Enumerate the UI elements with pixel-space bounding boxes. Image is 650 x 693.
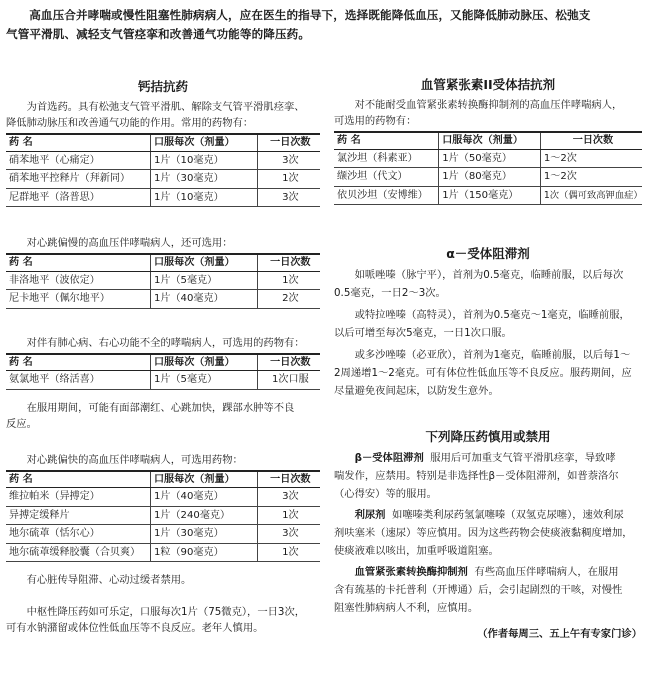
table-row	[6, 188, 320, 207]
clonidine-text-1: 中枢性降压药如可乐定，口服每次1片（75微克），一日3次，	[26, 606, 306, 618]
side-effect-text-2: 反应。	[6, 417, 37, 430]
acei-lead: 血管紧张素转换酶抑制剂	[354, 566, 468, 578]
table-row	[6, 543, 320, 562]
drug-dose: 1片（150毫克）	[439, 186, 541, 205]
ccb-text-1: 为首选药。具有松弛支气管平滑肌、解除支气管平滑肌痉挛、	[26, 101, 305, 113]
table-row	[6, 271, 320, 290]
right-column	[334, 72, 642, 640]
alpha-text-3a: 或多沙唑嗪（必亚欣），首剂为1毫克，临睡前服，以后每1～	[354, 349, 631, 361]
ccb-table-3	[6, 353, 320, 390]
diuretic-text-1	[334, 506, 642, 524]
drug-dose: 1片（40毫克）	[150, 488, 257, 507]
alpha-text-2a: 或特拉唑嗪（高特灵），首剂为0.5毫克～1毫克，临睡前服，	[354, 309, 630, 321]
left-column	[6, 72, 320, 636]
intro-line-2: 气管平滑肌、减轻支气管痉挛和改善通气功能等的降压药。	[6, 27, 311, 41]
table-header-row	[334, 132, 642, 149]
header-drug: 药 名	[6, 134, 150, 151]
table-row	[6, 525, 320, 544]
header-dose: 口服每次（剂量）	[150, 254, 257, 271]
beta-text-3: （心得安）等的服用。	[334, 488, 437, 500]
header-freq: 一日次数	[257, 254, 320, 271]
table-row	[334, 149, 642, 168]
beta-text-1	[334, 449, 642, 467]
drug-name: 维拉帕米（异搏定）	[6, 488, 150, 507]
intro-line-1: 高血压合并哮喘或慢性阻塞性肺病病人，应在医生的指导下，选择既能降低血压，又能降低肺动脉压、松弛支	[29, 8, 591, 22]
header-drug: 药 名	[6, 471, 150, 488]
alpha-text-1a: 如哌唑嗪（脉宁平），首剂为0.5毫克，临睡前服，以后每次	[354, 269, 624, 281]
drug-freq: 3次	[257, 188, 320, 207]
drug-dose: 1片（10毫克）	[150, 188, 257, 207]
header-freq: 一日次数	[257, 354, 320, 371]
arb-table	[334, 131, 642, 205]
drug-name: 氯沙坦（科素亚）	[334, 149, 439, 168]
drug-dose: 1片（5毫克）	[150, 371, 257, 390]
acei-text-1	[334, 563, 642, 581]
table-header-row	[6, 354, 320, 371]
table-row	[6, 506, 320, 525]
table-row	[6, 488, 320, 507]
table-row	[6, 290, 320, 309]
header-dose: 口服每次（剂量）	[150, 471, 257, 488]
header-freq: 一日次数	[540, 132, 642, 149]
drug-dose: 1片（10毫克）	[150, 151, 257, 170]
alpha-text-1b: 0.5毫克，一日2～3次。	[334, 287, 446, 299]
ccb-table-2	[6, 253, 320, 309]
diuretic-text-1-rest: 如噻嗪类利尿药氢氯噻嗪（双氢克尿噻），速效利尿	[392, 509, 624, 521]
header-freq: 一日次数	[257, 471, 320, 488]
section-title-alpha: α－受体阻滞剂	[446, 246, 530, 261]
arb-text-2: 可选用的药物有：	[334, 115, 417, 127]
table-header-row	[6, 471, 320, 488]
alpha-text-2b: 以后可增至每次5毫克，一日1次口服。	[334, 327, 512, 339]
diuretic-text-2: 剂呋塞米（速尿）等应慎用。因为这些药物会使痰液黏稠度增加，	[334, 527, 633, 539]
drug-dose: 1片（80毫克）	[439, 168, 541, 187]
beta-text-2: 喘发作，应禁用。特别是非选择性β－受体阻滞剂，如普萘洛尔	[334, 470, 619, 482]
section-title-arb: 血管紧张素II受体拮抗剂	[420, 77, 556, 92]
drug-freq: 3次	[257, 525, 320, 544]
arb-text-1: 对不能耐受血管紧张素转换酶抑制剂的高血压伴哮喘病人，	[354, 99, 623, 111]
contra-text: 有心脏传导阻滞、心动过缓者禁用。	[26, 574, 192, 586]
drug-name: 尼群地平（洛普思）	[6, 188, 150, 207]
header-freq: 一日次数	[257, 134, 320, 151]
table-row	[6, 371, 320, 390]
header-drug: 药 名	[334, 132, 439, 149]
drug-freq: 1次	[257, 271, 320, 290]
drug-freq: 1～2次	[540, 149, 642, 168]
table-row	[334, 186, 642, 205]
drug-dose: 1片（5毫克）	[150, 271, 257, 290]
header-drug: 药 名	[6, 354, 150, 371]
drug-name: 异搏定缓释片	[6, 506, 150, 525]
alpha-text-3b: 2周递增1～2毫克。可有体位性低血压等不良反应。服药期间，应	[334, 367, 632, 379]
section-title-caution: 下列降压药慎用或禁用	[425, 429, 551, 444]
drug-name: 地尔硫䓬缓释胶囊（合贝爽）	[6, 543, 150, 562]
drug-name: 硝苯地平控释片（拜新同）	[6, 170, 150, 189]
drug-name: 尼卡地平（佩尔地平）	[6, 290, 150, 309]
beta-text-1-rest: 服用后可加重支气管平滑肌痉挛，导致哮	[430, 452, 616, 464]
drug-freq: 1～2次	[540, 168, 642, 187]
drug-dose: 1片（50毫克）	[439, 149, 541, 168]
drug-freq: 1次（偶可致高钾血症）	[540, 186, 642, 205]
drug-name: 地尔硫䓬（恬尔心）	[6, 525, 150, 544]
cor-text: 对伴有肺心病、右心功能不全的哮喘病人，可选用的药物有：	[26, 336, 305, 349]
drug-freq: 3次	[257, 488, 320, 507]
slow-hr-text: 对心跳偏慢的高血压伴哮喘病人，还可选用：	[26, 237, 233, 249]
ccb-text-2: 降低肺动脉压和改善通气功能的作用。常用的药物有：	[6, 117, 254, 129]
header-dose: 口服每次（剂量）	[150, 354, 257, 371]
section-title-ccb: 钙拮抗药	[137, 79, 188, 94]
drug-name: 硝苯地平（心痛定）	[6, 151, 150, 170]
header-dose: 口服每次（剂量）	[439, 132, 541, 149]
header-dose: 口服每次（剂量）	[150, 134, 257, 151]
author-byline: （作者每周三、五上午有专家门诊）	[477, 628, 642, 640]
diuretic-lead: 利尿剂	[354, 509, 386, 521]
drug-name: 氨氯地平（络活喜）	[6, 371, 150, 390]
drug-name: 依贝沙坦（安博维）	[334, 186, 439, 205]
drug-freq: 1次	[257, 543, 320, 562]
drug-freq: 1次	[257, 170, 320, 189]
drug-dose: 1片（30毫克）	[150, 170, 257, 189]
acei-text-3: 阻塞性肺病病人不利，应慎用。	[334, 602, 479, 614]
side-effect-text-1: 在服用期间，可能有面部潮红、心跳加快，踝部水肿等不良	[26, 401, 295, 414]
diuretic-text-3: 使痰液难以咳出，加重呼吸道阻塞。	[334, 545, 499, 557]
alpha-text-3c: 尽量避免夜间起床，以防发生意外。	[334, 385, 499, 397]
drug-name: 缬沙坦（代文）	[334, 168, 439, 187]
drug-freq: 3次	[257, 151, 320, 170]
clonidine-text-2: 可有水钠潴留或体位性低血压等不良反应。老年人慎用。	[6, 622, 264, 634]
acei-text-2: 含有巯基的卡托普利（开博通）后，会引起剧烈的干咳，对慢性	[334, 584, 623, 596]
drug-freq: 1次口服	[257, 371, 320, 390]
two-column-body	[6, 72, 642, 693]
drug-name: 非洛地平（波依定）	[6, 271, 150, 290]
ccb-table-4	[6, 470, 320, 563]
drug-freq: 2次	[257, 290, 320, 309]
drug-dose: 1片（30毫克）	[150, 525, 257, 544]
table-row	[6, 170, 320, 189]
header-drug: 药 名	[6, 254, 150, 271]
table-header-row	[6, 254, 320, 271]
drug-dose: 1片（240毫克）	[150, 506, 257, 525]
ccb-table-1	[6, 133, 320, 207]
acei-text-1-rest: 有些高血压伴哮喘病人，在服用	[474, 566, 619, 578]
drug-dose: 1粒（90毫克）	[150, 543, 257, 562]
beta-lead: β－受体阻滞剂	[354, 452, 424, 464]
table-row	[6, 151, 320, 170]
drug-freq: 1次	[257, 506, 320, 525]
fast-hr-text: 对心跳偏快的高血压伴哮喘病人，可选用药物：	[26, 453, 243, 466]
drug-dose: 1片（40毫克）	[150, 290, 257, 309]
table-row	[334, 168, 642, 187]
table-header-row	[6, 134, 320, 151]
